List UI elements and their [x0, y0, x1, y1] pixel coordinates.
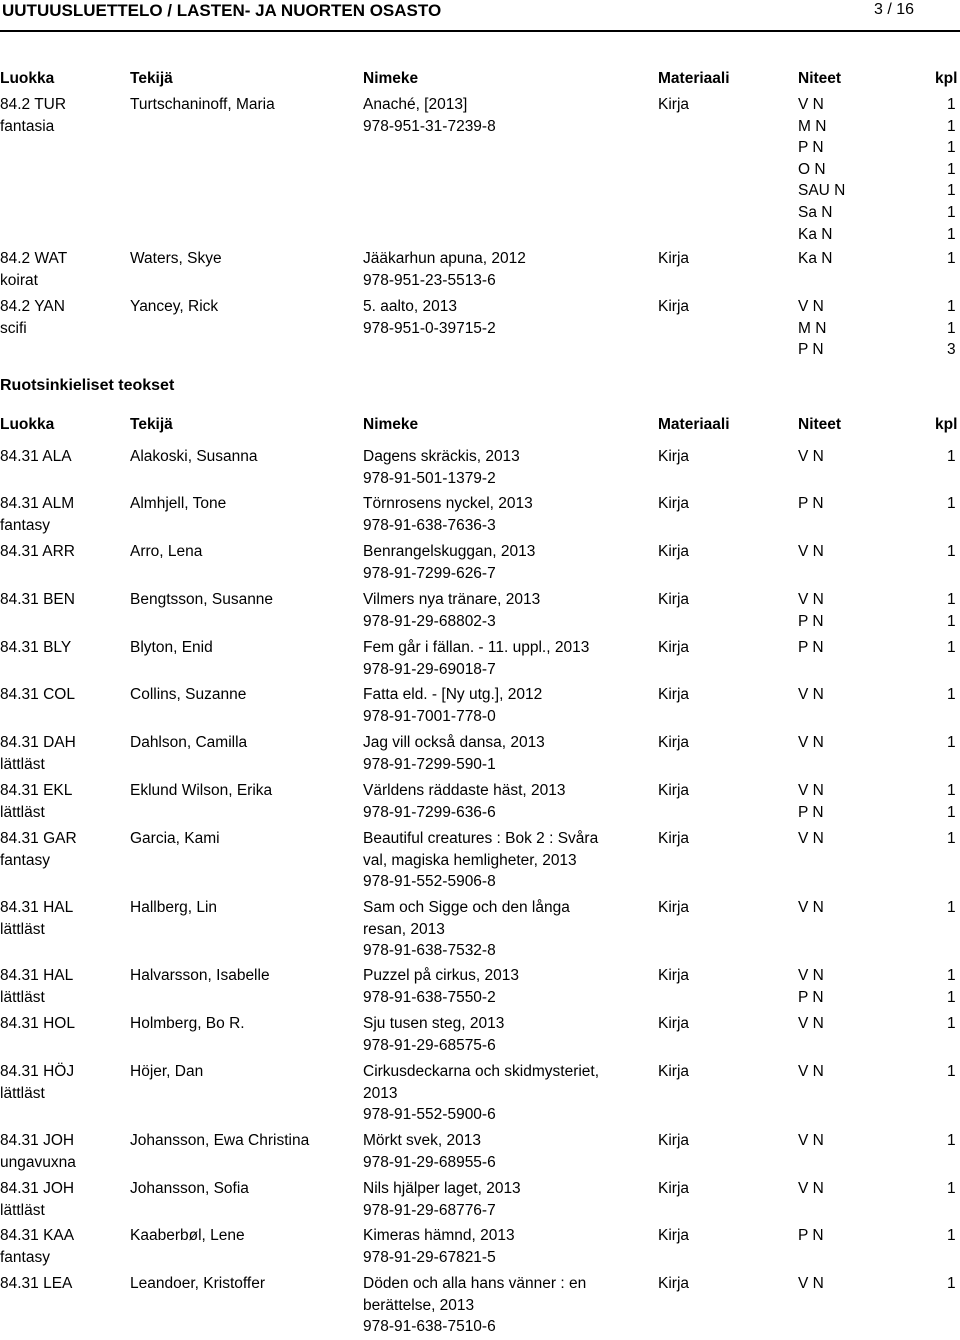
record-luokka: lättläst — [0, 755, 45, 773]
record-nimeke: 978-91-7001-778-0 — [363, 707, 496, 725]
record-kpl: 1 — [947, 686, 956, 703]
record-materiaali: Kirja — [658, 899, 690, 916]
catalog-record — [0, 734, 960, 777]
record-niteet: P N — [798, 495, 824, 512]
catalog-record — [0, 1063, 960, 1128]
catalog-record — [0, 967, 960, 1010]
column-header-nimeke: Nimeke — [363, 416, 419, 433]
column-header-niteet: Niteet — [798, 416, 842, 433]
record-line — [0, 852, 960, 874]
column-header-kpl: kpl — [935, 70, 958, 87]
record-nimeke: 978-91-638-7550-2 — [363, 988, 496, 1006]
record-kpl: 1 — [947, 319, 956, 337]
record-nimeke: 978-91-29-68776-7 — [363, 1201, 496, 1219]
record-niteet: V N — [798, 591, 824, 608]
record-tekija: Holmberg, Bo R. — [130, 1015, 245, 1032]
catalog-record — [0, 96, 960, 247]
column-header-luokka: Luokka — [0, 416, 55, 433]
record-nimeke: 978-91-638-7532-8 — [363, 942, 496, 960]
record-kpl: 1 — [947, 591, 956, 608]
record-kpl: 1 — [947, 612, 956, 630]
catalog-record — [0, 639, 960, 682]
record-luokka: lättläst — [0, 988, 45, 1006]
record-niteet: V N — [798, 899, 824, 916]
record-kpl: 1 — [947, 139, 956, 157]
record-luokka: 84.31 GAR — [0, 830, 77, 847]
record-materiaali: Kirja — [658, 1132, 690, 1149]
record-nimeke: 978-91-552-5900-6 — [363, 1106, 496, 1124]
record-kpl: 1 — [947, 1015, 956, 1032]
record-line — [0, 495, 960, 517]
record-luokka: koirat — [0, 271, 38, 289]
record-niteet: V N — [798, 967, 824, 984]
column-header-tekija: Tekijä — [130, 416, 173, 433]
record-line — [0, 1202, 960, 1224]
record-luokka: 84.31 BEN — [0, 591, 75, 608]
record-kpl: 1 — [947, 298, 956, 315]
record-line — [0, 639, 960, 661]
record-kpl: 1 — [947, 639, 956, 656]
record-nimeke: 978-91-552-5906-8 — [363, 873, 496, 891]
record-line — [0, 782, 960, 804]
record-line — [0, 661, 960, 683]
record-niteet: O N — [798, 160, 826, 178]
record-nimeke: Nils hjälper laget, 2013 — [363, 1180, 521, 1197]
record-nimeke: 978-951-0-39715-2 — [363, 319, 496, 337]
record-nimeke: 978-91-29-68575-6 — [363, 1036, 496, 1054]
record-niteet: V N — [798, 782, 824, 799]
record-kpl: 1 — [947, 203, 956, 221]
record-tekija: Arro, Lena — [130, 543, 203, 560]
record-materiaali: Kirja — [658, 1063, 690, 1080]
record-materiaali: Kirja — [658, 495, 690, 512]
record-niteet: V N — [798, 1275, 824, 1292]
record-niteet: V N — [798, 734, 824, 751]
record-kpl: 1 — [947, 1063, 956, 1080]
record-niteet: V N — [798, 1180, 824, 1197]
record-tekija: Hallberg, Lin — [130, 899, 218, 916]
record-materiaali: Kirja — [658, 1015, 690, 1032]
record-kpl: 3 — [947, 341, 956, 359]
record-line — [0, 565, 960, 587]
column-header-row — [0, 416, 960, 436]
record-line — [0, 320, 960, 342]
catalog-record — [0, 782, 960, 825]
record-luokka: lättläst — [0, 1201, 45, 1219]
record-line — [0, 873, 960, 895]
record-line — [0, 298, 960, 320]
record-line — [0, 899, 960, 921]
record-kpl: 1 — [947, 160, 956, 178]
record-line — [0, 804, 960, 826]
record-luokka: scifi — [0, 319, 27, 337]
catalog-record — [0, 298, 960, 363]
record-niteet: Ka N — [798, 250, 833, 267]
record-line — [0, 1132, 960, 1154]
record-nimeke: 978-91-501-1379-2 — [363, 469, 496, 487]
record-line — [0, 1154, 960, 1176]
record-materiaali: Kirja — [658, 639, 690, 656]
record-line — [0, 204, 960, 226]
record-nimeke: Döden och alla hans vänner : en — [363, 1275, 587, 1292]
record-luokka: 84.31 KAA — [0, 1227, 75, 1244]
page-title: UUTUUSLUETTELO / LASTEN- JA NUORTEN OSASTO — [2, 1, 442, 20]
record-niteet: P N — [798, 803, 824, 821]
record-line — [0, 226, 960, 248]
record-nimeke: Benrangelskuggan, 2013 — [363, 543, 536, 560]
record-luokka: 84.31 BLY — [0, 639, 72, 656]
record-niteet: M N — [798, 117, 827, 135]
record-line — [0, 708, 960, 730]
record-tekija: Yancey, Rick — [130, 298, 219, 315]
record-line — [0, 341, 960, 363]
record-line — [0, 686, 960, 708]
record-line — [0, 470, 960, 492]
record-luokka: 84.2 TUR — [0, 96, 67, 113]
catalog-record — [0, 495, 960, 538]
record-luokka: fantasy — [0, 851, 50, 869]
record-nimeke: 978-91-7299-626-7 — [363, 564, 496, 582]
record-line — [0, 250, 960, 272]
record-line — [0, 448, 960, 470]
record-nimeke: Sju tusen steg, 2013 — [363, 1015, 505, 1032]
record-kpl: 1 — [947, 803, 956, 821]
record-nimeke: 978-951-23-5513-6 — [363, 271, 496, 289]
record-kpl: 1 — [947, 96, 956, 113]
catalog-record — [0, 1015, 960, 1058]
record-nimeke: 978-91-638-7636-3 — [363, 516, 496, 534]
record-nimeke: Mörkt svek, 2013 — [363, 1132, 482, 1149]
record-kpl: 1 — [947, 1275, 956, 1292]
page-number: 3 / 16 — [873, 1, 914, 18]
record-niteet: V N — [798, 298, 824, 315]
record-line — [0, 1249, 960, 1271]
record-line — [0, 139, 960, 161]
record-tekija: Dahlson, Camilla — [130, 734, 248, 751]
record-line — [0, 1297, 960, 1319]
record-materiaali: Kirja — [658, 967, 690, 984]
record-kpl: 1 — [947, 182, 956, 200]
column-header-luokka: Luokka — [0, 70, 55, 87]
record-tekija: Johansson, Sofia — [130, 1180, 249, 1197]
column-header-tekija: Tekijä — [130, 70, 173, 87]
record-nimeke: 2013 — [363, 1084, 398, 1102]
record-kpl: 1 — [947, 967, 956, 984]
record-materiaali: Kirja — [658, 686, 690, 703]
record-materiaali: Kirja — [658, 96, 690, 113]
record-tekija: Eklund Wilson, Erika — [130, 782, 273, 799]
record-luokka: 84.31 HAL — [0, 899, 74, 916]
record-kpl: 1 — [947, 988, 956, 1006]
record-line — [0, 613, 960, 635]
record-luokka: 84.31 DAH — [0, 734, 76, 751]
catalog-record — [0, 250, 960, 293]
record-nimeke: 978-91-29-69018-7 — [363, 660, 496, 678]
record-nimeke: Fatta eld. - [Ny utg.], 2012 — [363, 686, 543, 703]
record-luokka: 84.31 EKL — [0, 782, 73, 799]
record-line — [0, 967, 960, 989]
record-tekija: Blyton, Enid — [130, 639, 213, 656]
record-niteet: Sa N — [798, 203, 833, 221]
record-nimeke: 978-91-29-68955-6 — [363, 1153, 496, 1171]
catalog-record — [0, 899, 960, 964]
record-nimeke: Beautiful creatures : Bok 2 : Svåra — [363, 830, 599, 847]
record-kpl: 1 — [947, 495, 956, 512]
record-line — [0, 182, 960, 204]
column-header-nimeke: Nimeke — [363, 70, 419, 87]
record-luokka: 84.31 ALA — [0, 448, 72, 465]
record-nimeke: 978-91-7299-636-6 — [363, 803, 496, 821]
column-header-kpl: kpl — [935, 416, 958, 433]
record-luokka: 84.31 JOH — [0, 1132, 75, 1149]
record-kpl: 1 — [947, 734, 956, 751]
catalog-record — [0, 1227, 960, 1270]
record-nimeke: resan, 2013 — [363, 920, 445, 938]
record-luokka: lättläst — [0, 1084, 45, 1102]
record-tekija: Halvarsson, Isabelle — [130, 967, 270, 984]
record-luokka: ungavuxna — [0, 1153, 76, 1171]
record-nimeke: Vilmers nya tränare, 2013 — [363, 591, 541, 608]
record-niteet: V N — [798, 1015, 824, 1032]
catalog-record — [0, 591, 960, 634]
record-nimeke: 5. aalto, 2013 — [363, 298, 457, 315]
record-materiaali: Kirja — [658, 782, 690, 799]
record-luokka: 84.31 COL — [0, 686, 75, 703]
page-header — [0, 0, 960, 24]
record-line — [0, 942, 960, 964]
catalog-record — [0, 543, 960, 586]
record-line — [0, 1180, 960, 1202]
record-nimeke: 978-91-7299-590-1 — [363, 755, 496, 773]
record-line — [0, 921, 960, 943]
record-luokka: 84.31 LEA — [0, 1275, 73, 1292]
record-materiaali: Kirja — [658, 298, 690, 315]
record-kpl: 1 — [947, 1227, 956, 1244]
record-luokka: lättläst — [0, 920, 45, 938]
record-kpl: 1 — [947, 1180, 956, 1197]
record-luokka: 84.31 HOL — [0, 1015, 75, 1032]
record-luokka: 84.31 ALM — [0, 495, 75, 512]
record-kpl: 1 — [947, 117, 956, 135]
column-header-materiaali: Materiaali — [658, 70, 730, 87]
catalog-record — [0, 1275, 960, 1340]
record-nimeke: Sam och Sigge och den långa — [363, 899, 570, 916]
record-tekija: Waters, Skye — [130, 250, 222, 267]
record-niteet: M N — [798, 319, 827, 337]
record-materiaali: Kirja — [658, 734, 690, 751]
column-header-niteet: Niteet — [798, 70, 842, 87]
record-line — [0, 272, 960, 294]
record-materiaali: Kirja — [658, 1180, 690, 1197]
catalog-record — [0, 830, 960, 895]
record-line — [0, 161, 960, 183]
record-luokka: fantasia — [0, 117, 55, 135]
record-niteet: P N — [798, 988, 824, 1006]
record-niteet: P N — [798, 1227, 824, 1244]
record-tekija: Kaaberbøl, Lene — [130, 1227, 245, 1244]
record-luokka: fantasy — [0, 516, 50, 534]
record-niteet: V N — [798, 686, 824, 703]
record-materiaali: Kirja — [658, 830, 690, 847]
record-line — [0, 118, 960, 140]
record-niteet: P N — [798, 139, 824, 157]
record-line — [0, 1227, 960, 1249]
record-nimeke: Puzzel på cirkus, 2013 — [363, 967, 519, 984]
catalog-record — [0, 448, 960, 491]
record-luokka: 84.31 HÖJ — [0, 1063, 75, 1080]
catalog-record — [0, 1180, 960, 1223]
record-nimeke: val, magiska hemligheter, 2013 — [363, 851, 577, 869]
record-nimeke: Fem går i fällan. - 11. uppl., 2013 — [363, 639, 590, 656]
record-nimeke: Världens räddaste häst, 2013 — [363, 782, 566, 799]
record-niteet: V N — [798, 543, 824, 560]
record-kpl: 1 — [947, 250, 956, 267]
record-line — [0, 1275, 960, 1297]
column-header-materiaali: Materiaali — [658, 416, 730, 433]
record-materiaali: Kirja — [658, 1275, 690, 1292]
record-nimeke: Törnrosens nyckel, 2013 — [363, 495, 533, 512]
record-kpl: 1 — [947, 1132, 956, 1149]
record-luokka: lättläst — [0, 803, 45, 821]
record-nimeke: 978-91-29-67821-5 — [363, 1248, 496, 1266]
record-kpl: 1 — [947, 225, 956, 243]
record-line — [0, 1063, 960, 1085]
record-nimeke: Jag vill också dansa, 2013 — [363, 734, 545, 751]
record-nimeke: Cirkusdeckarna och skidmysteriet, — [363, 1063, 600, 1080]
record-niteet: V N — [798, 96, 824, 113]
record-luokka: fantasy — [0, 1248, 50, 1266]
record-tekija: Leandoer, Kristoffer — [130, 1275, 265, 1292]
record-tekija: Collins, Suzanne — [130, 686, 247, 703]
section-title: Ruotsinkieliset teokset — [0, 377, 175, 394]
record-tekija: Johansson, Ewa Christina — [130, 1132, 310, 1149]
record-materiaali: Kirja — [658, 250, 690, 267]
record-line — [0, 989, 960, 1011]
record-line — [0, 591, 960, 613]
record-nimeke: Anaché, [2013] — [363, 96, 468, 113]
record-materiaali: Kirja — [658, 591, 690, 608]
record-luokka: 84.31 HAL — [0, 967, 74, 984]
record-niteet: V N — [798, 830, 824, 847]
record-line — [0, 830, 960, 852]
record-tekija: Garcia, Kami — [130, 830, 220, 847]
record-niteet: SAU N — [798, 182, 846, 200]
record-nimeke: 978-91-638-7510-6 — [363, 1318, 496, 1336]
record-line — [0, 543, 960, 565]
record-niteet: V N — [798, 448, 824, 465]
record-tekija: Turtschaninoff, Maria — [130, 96, 275, 113]
record-niteet: V N — [798, 1063, 824, 1080]
record-kpl: 1 — [947, 830, 956, 847]
record-niteet: P N — [798, 612, 824, 630]
record-nimeke: 978-91-29-68802-3 — [363, 612, 496, 630]
record-kpl: 1 — [947, 899, 956, 916]
record-line — [0, 1106, 960, 1128]
record-luokka: 84.2 WAT — [0, 250, 68, 267]
record-luokka: 84.2 YAN — [0, 298, 65, 315]
record-nimeke: Kimeras hämnd, 2013 — [363, 1227, 515, 1244]
record-materiaali: Kirja — [658, 448, 690, 465]
header-divider — [0, 30, 960, 32]
record-nimeke: Dagens skräckis, 2013 — [363, 448, 520, 465]
record-kpl: 1 — [947, 543, 956, 560]
record-materiaali: Kirja — [658, 1227, 690, 1244]
record-nimeke: 978-951-31-7239-8 — [363, 117, 496, 135]
record-niteet: P N — [798, 341, 824, 359]
record-line — [0, 734, 960, 756]
record-line — [0, 96, 960, 118]
record-tekija: Bengtsson, Susanne — [130, 591, 274, 608]
record-line — [0, 1037, 960, 1059]
catalog-record — [0, 686, 960, 729]
record-nimeke: Jääkarhun apuna, 2012 — [363, 250, 526, 267]
record-kpl: 1 — [947, 448, 956, 465]
record-niteet: V N — [798, 1132, 824, 1149]
record-kpl: 1 — [947, 782, 956, 799]
record-tekija: Almhjell, Tone — [130, 495, 227, 512]
record-line — [0, 1085, 960, 1107]
column-header-row — [0, 70, 960, 90]
record-line — [0, 517, 960, 539]
record-niteet: Ka N — [798, 225, 833, 243]
record-line — [0, 756, 960, 778]
catalog-record — [0, 1132, 960, 1175]
record-luokka: 84.31 ARR — [0, 543, 75, 560]
record-tekija: Höjer, Dan — [130, 1063, 204, 1080]
record-niteet: P N — [798, 639, 824, 656]
record-tekija: Alakoski, Susanna — [130, 448, 258, 465]
record-nimeke: berättelse, 2013 — [363, 1296, 475, 1314]
record-materiaali: Kirja — [658, 543, 690, 560]
record-line — [0, 1015, 960, 1037]
record-luokka: 84.31 JOH — [0, 1180, 75, 1197]
